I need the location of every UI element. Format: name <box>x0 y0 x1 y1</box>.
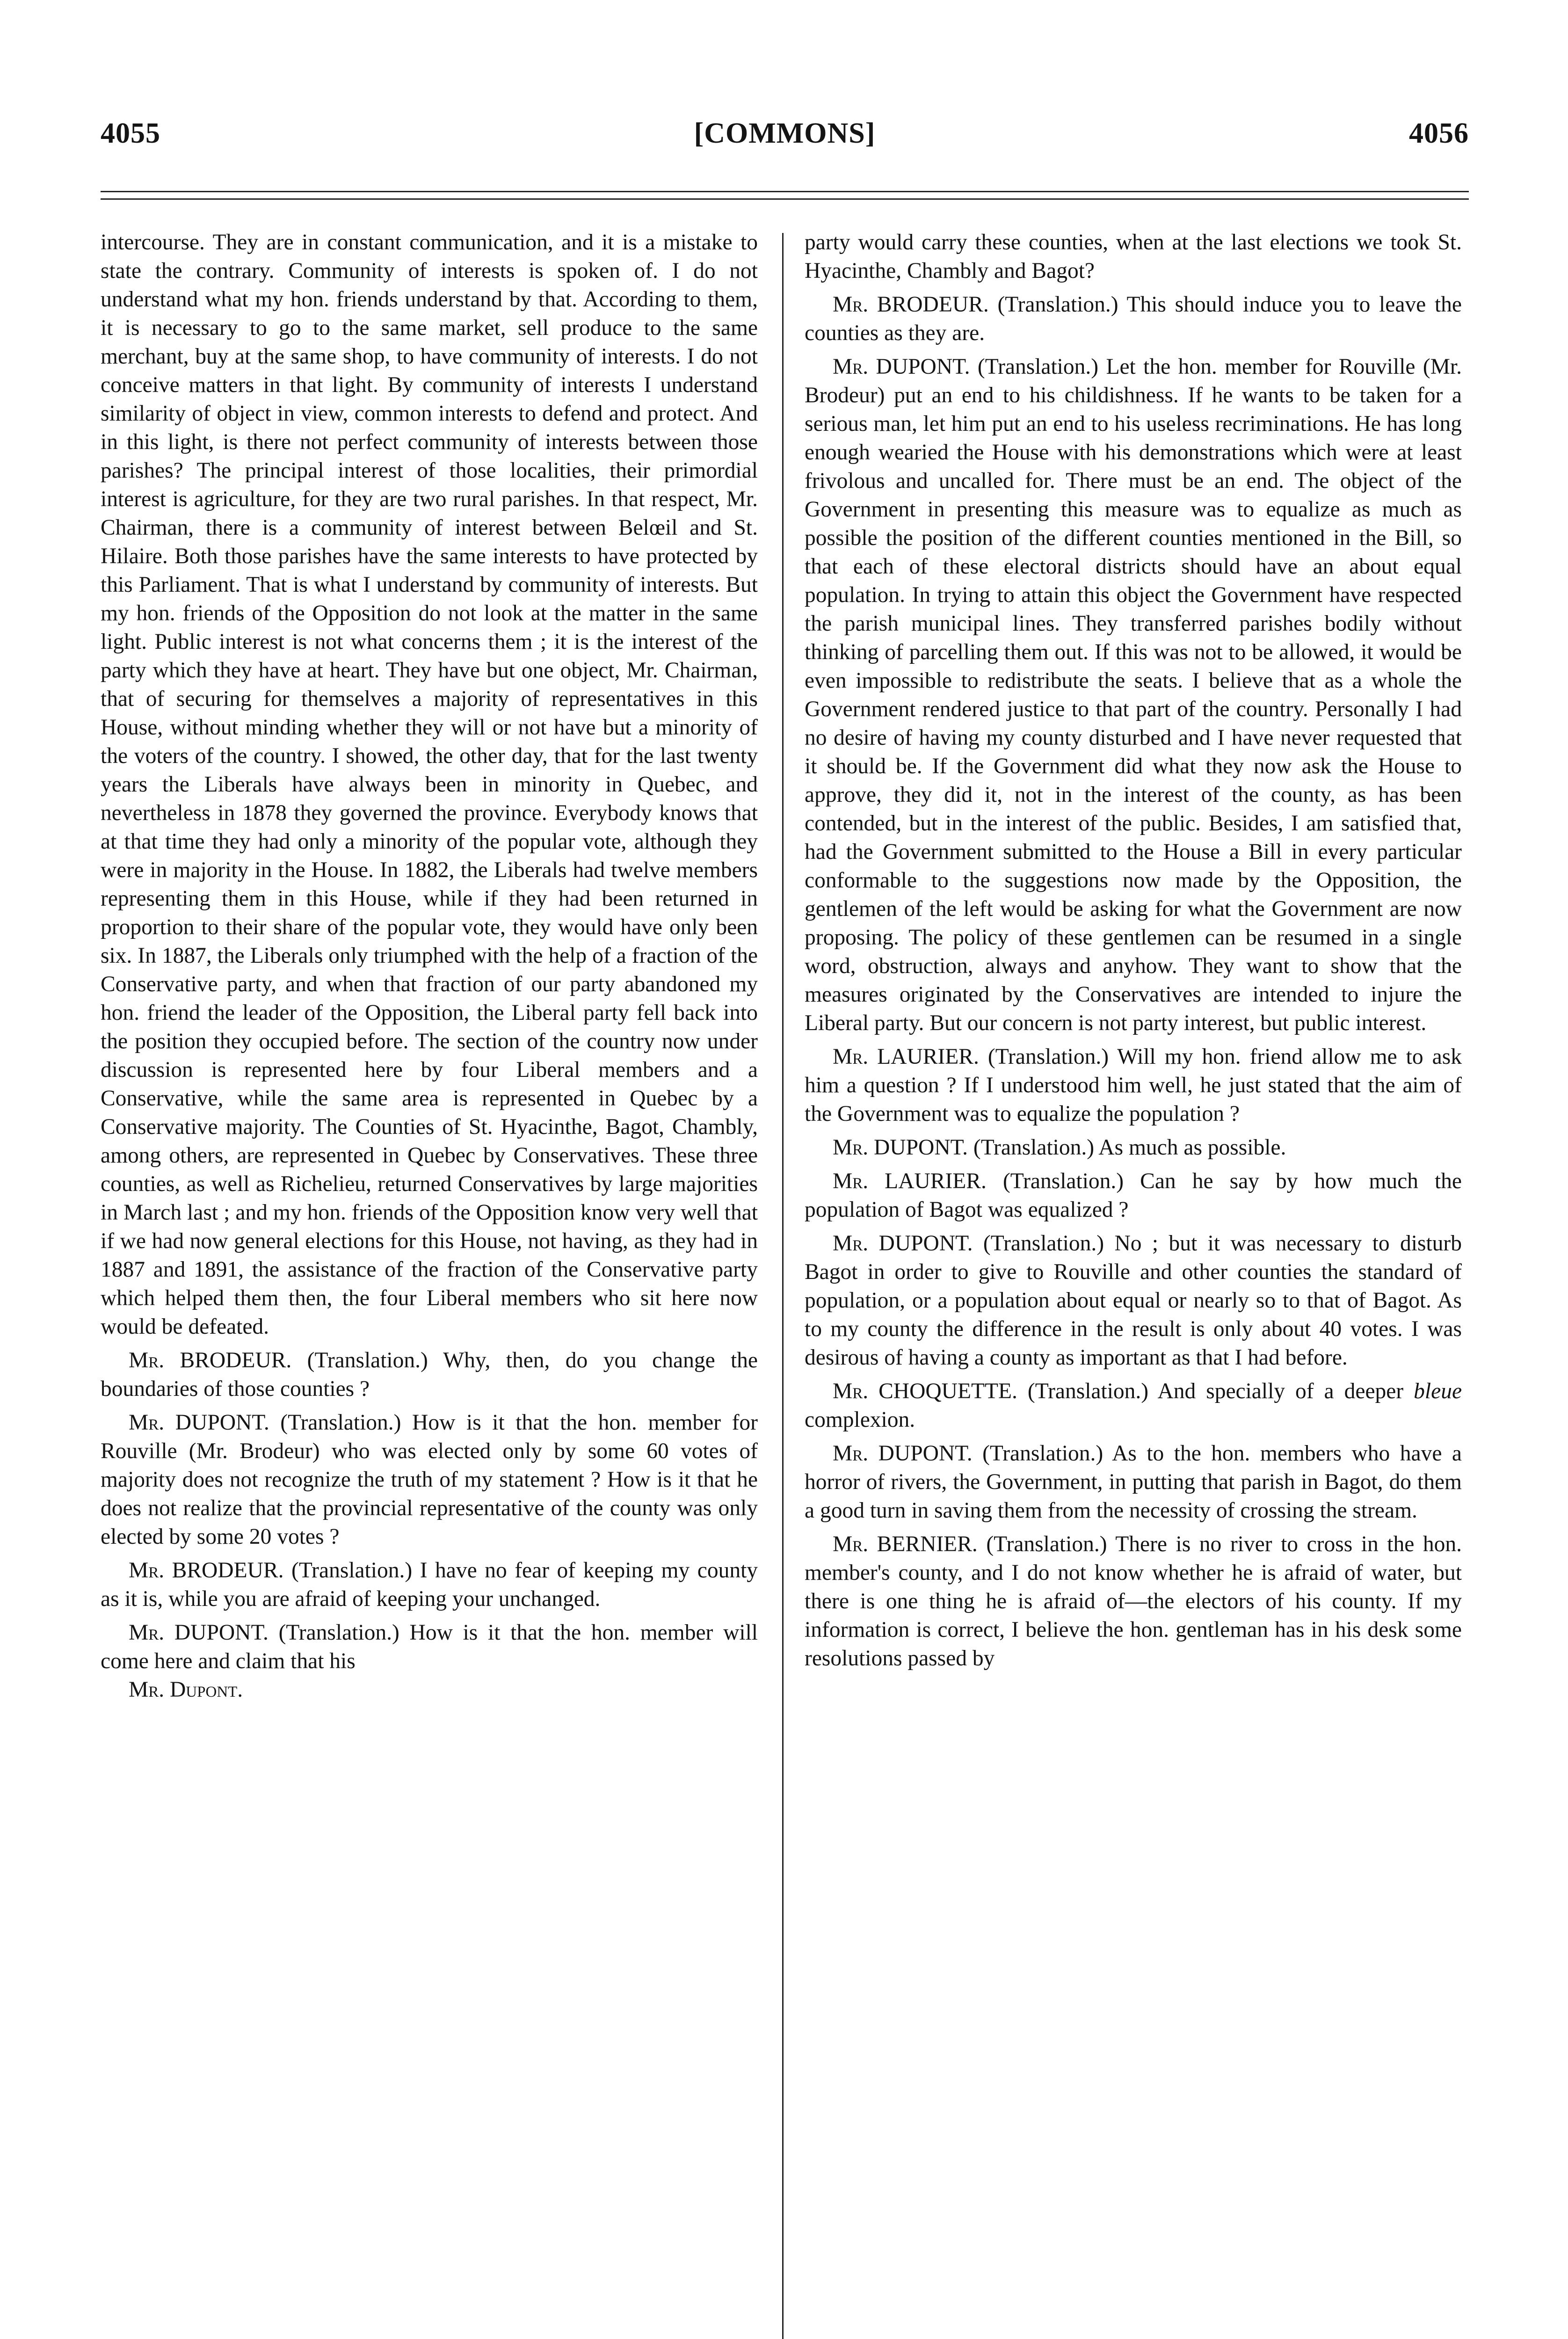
speaker-name: Mr. DUPONT. <box>129 1410 269 1435</box>
speech <box>805 1229 1462 1372</box>
speech-text: (Translation.) I have no fear of keeping my county as it is, while you are afraid of keeping your unchanged. <box>101 1558 758 1611</box>
speaker-name: Mr. DUPONT. <box>129 1620 269 1645</box>
speech <box>805 1530 1462 1673</box>
speaker-name: Mr. DUPONT. <box>833 1231 973 1256</box>
speech <box>805 1377 1462 1434</box>
page-number-right: 4056 <box>1409 117 1469 149</box>
speech <box>805 1133 1462 1162</box>
speech-text: (Translation.) As much as possible. <box>973 1135 1286 1160</box>
page-signature: Mr. Dupont. <box>129 1678 243 1702</box>
page-number-left: 4055 <box>101 117 160 149</box>
speech-text: (Translation.) And specially of a deeper <box>1027 1379 1404 1403</box>
speech-text: (Translation.) Can he say by how much the population of Bagot was equalized ? <box>805 1169 1462 1222</box>
speech-text: (Translation.) No ; but it was necessary to disturb Bagot in order to give to Rouville and other counties the standard of population, or a population about equal or nearly so to that of Bagot. As to my county the difference in the result is only about 40 votes. I was desirous of having a county as important as that I had before. <box>805 1231 1462 1370</box>
speaker-name: Mr. BRODEUR. <box>833 292 989 317</box>
speech <box>101 1409 758 1551</box>
speaker-name: Mr. DUPONT. <box>833 1441 973 1466</box>
right-column <box>805 228 1462 1678</box>
speech-text: (Translation.) Will my hon. friend allow me to ask him a question ? If I understood him well, he just stated that the aim of the Government was to equalize the population ? <box>805 1045 1462 1126</box>
header-rule-bottom <box>101 198 1469 200</box>
speaker-name: Mr. LAURIER. <box>833 1169 987 1193</box>
left-column <box>101 228 758 1704</box>
page-header <box>101 112 1469 164</box>
speech <box>805 353 1462 1038</box>
running-title: [COMMONS] <box>694 117 876 149</box>
speech <box>101 1556 758 1613</box>
italic-word: bleue <box>1414 1379 1462 1403</box>
speech-text: complexion. <box>805 1408 915 1432</box>
speech-text: (Translation.) As to the hon. members who have a horror of rivers, the Government, in putting that parish in Bagot, do them a good turn in saving them from the necessity of crossing the stream. <box>805 1441 1462 1523</box>
speaker-name: Mr. BERNIER. <box>833 1532 978 1556</box>
speaker-name: Mr. LAURIER. <box>833 1045 979 1069</box>
speaker-name: Mr. DUPONT. <box>833 355 970 379</box>
header-rule-top <box>101 191 1469 192</box>
speech <box>101 1346 758 1403</box>
speech-text: (Translation.) There is no river to cross in the hon. member's county, and I do not know whether he is afraid of water, but there is one thing he is afraid of—the electors of his county. If my information is correct, I believe the hon. gentleman has in his desk some resolutions passed by <box>805 1532 1462 1671</box>
column-divider <box>782 233 784 2339</box>
speech-text: (Translation.) This should induce you to leave the counties as they are. <box>805 292 1462 345</box>
speech <box>805 1043 1462 1128</box>
hansard-page <box>101 112 1469 2339</box>
speech-text: (Translation.) How is it that the hon. member for Rouville (Mr. Brodeur) who was elected only by some 60 votes of majority does not recognize the truth of my statement ? How is it that he does not realize that the provincial representative of the county was only elected by some 20 votes ? <box>101 1410 758 1549</box>
speech-text: (Translation.) Let the hon. member for Rouville (Mr. Brodeur) put an end to his childishness. If he wants to be taken for a serious man, let him put an end to his useless recriminations. He has long enough wearied the House with his demonstrations which were at least frivolous and uncalled for. There must be an end. The object of the Government in presenting this measure was to equalize as much as possible the position of the different counties mentioned in the Bill, so that each of these electoral districts should have an about equal population. In trying to attain this object the Government have respected the parish municipal lines. They transferred parishes bodily without thinking of parcelling them out. If this was not to be allowed, it would be even impossible to redistribute the seats. I believe that as a whole the Government rendered justice to that part of the country. Personally I had no desire of having my county disturbed and I have never requested that it should be. If the Government did what they now ask the House to approve, they did it, not in the interest of the county, as has been contended, but in the interest of the public. Besides, I am satisfied that, had the Government submitted to the House a Bill in every particular conformable to the suggestions now made by the Opposition, the gentlemen of the left would be asking for what the Government are now proposing. The policy of these gentlemen can be resumed in a single word, obstruction, always and anyhow. They want to show that the measures originated by the Conservatives are intended to injure the Liberal party. But our concern is not party interest, but public interest. <box>805 355 1462 1035</box>
speaker-name: Mr. DUPONT. <box>833 1135 968 1160</box>
speaker-name: Mr. BRODEUR. <box>129 1348 292 1373</box>
speech <box>805 1167 1462 1224</box>
speech-text: (Translation.) Why, then, do you change the boundaries of those counties ? <box>101 1348 758 1401</box>
speaker-name: Mr. BRODEUR. <box>129 1558 284 1583</box>
speech <box>101 1619 758 1676</box>
speech <box>805 1439 1462 1525</box>
paragraph: party would carry these counties, when at the last elections we took St. Hyacinthe, Chambly and Bagot? <box>805 230 1462 283</box>
speaker-name: Mr. CHOQUETTE. <box>833 1379 1017 1403</box>
paragraph: intercourse. They are in constant communication, and it is a mistake to state the contrary. Community of interests is spoken of. I do not understand what my hon. friends understand by that. According to them, it is necessary to go to the same market, sell produce to the same merchant, buy at the same shop, to have community of interests. I do not conceive matters in that light. By community of interests I understand similarity of object in view, common interests to defend and protect. And in this light, is there not perfect community of interests between those parishes? The principal interest of those localities, their primordial interest is agriculture, for they are two rural parishes. In that respect, Mr. Chairman, there is a community of interest between Belœil and St. Hilaire. Both those parishes have the same interests to have protected by this Parliament. That is what I understand by community of interests. But my hon. friends of the Opposition do not look at the matter in the same light. Public interest is not what concerns them ; it is the interest of the party which they have at heart. They have but one object, Mr. Chairman, that of securing for themselves a majority of representatives in this House, without minding whether they will or not have but a minority of the voters of the country. I showed, the other day, that for the last twenty years the Liberals have always been in minority in Quebec, and nevertheless in 1878 they governed the province. Everybody knows that at that time they had only a minority of the popular vote, although they were in majority in the House. In 1882, the Liberals had twelve members representing them in this House, while if they had been returned in proportion to their share of the popular vote, they would have only been six. In 1887, the Liberals only triumphed with the help of a fraction of the Conservative party, and when that fraction of our party abandoned my hon. friend the leader of the Opposition, the Liberal party fell back into the position they occupied before. The section of the country now under discussion is represented here by four Liberal members and a Conservative, while the same area is represented in Quebec by a Conservative majority. The Counties of St. Hyacinthe, Bagot, Chambly, among others, are represented in Quebec by Conservatives. These three counties, as well as Richelieu, returned Conservatives by large majorities in March last ; and my hon. friends of the Opposition know very well that if we had now general elections for this House, not having, as they had in 1887 and 1891, the assistance of the fraction of the Conservative party which helped them then, the four Liberal members who sit here now would be defeated. <box>101 230 758 1339</box>
speech <box>805 291 1462 348</box>
speech-text: (Translation.) How is it that the hon. member will come here and claim that his <box>101 1620 758 1673</box>
